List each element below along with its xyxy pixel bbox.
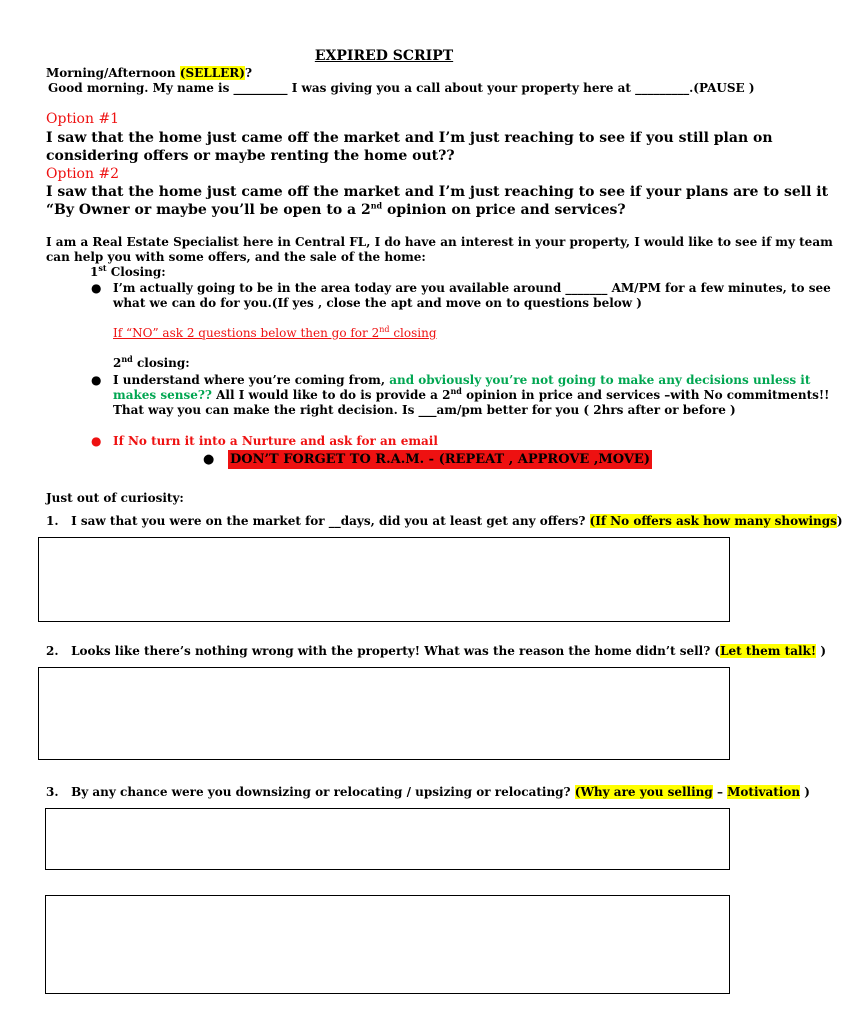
no-note-text: If “NO” ask 2 questions below then go for 2 [113, 326, 380, 340]
option-1-line-1: I saw that the home just came off the market and I’m just reaching to see if you still plan on [46, 130, 773, 146]
question-3 [46, 785, 810, 799]
greeting-line-2: Good morning. My name is _________ I was giving you a call about your property here at _________.(PAUSE ) [48, 81, 755, 95]
bullet-icon: ● [91, 434, 102, 448]
closing-1-heading [90, 265, 166, 279]
question-2 [46, 644, 826, 658]
question-1-highlight: (If No offers ask how many showings [589, 514, 837, 528]
question-3-highlight-2: Motivation [727, 785, 801, 799]
closing-1-line-1: I’m actually going to be in the area today are you available around _______ AM/PM for a few minutes, to see [113, 281, 831, 295]
closing-1-label: Closing: [106, 265, 166, 279]
question-2-text: Looks like there’s nothing wrong with the property! What was the reason the home didn’t sell? ( [71, 644, 721, 658]
question-3-mid: – [712, 785, 728, 799]
question-1-num: 1. [46, 514, 59, 528]
greeting-line-1 [46, 66, 252, 80]
closing-2-line-2-sup: nd [450, 386, 462, 396]
option-2-label: Option #2 [46, 166, 120, 182]
intro-line-2: can help you with some offers, and the sale of the home: [46, 250, 426, 264]
question-3-text: By any chance were you downsizing or relocating / upsizing or relocating? [71, 785, 575, 799]
no-note-suffix: closing [389, 326, 437, 340]
closing-2-line-1 [113, 373, 810, 387]
bullet-icon: ● [91, 373, 102, 387]
nurture-note: If No turn it into a Nurture and ask for an email [113, 434, 438, 448]
option-2-line-2-suffix: opinion on price and services? [382, 202, 626, 218]
closing-2-line-2-green: makes sense?? [113, 388, 212, 402]
ram-reminder: DON’T FORGET TO R.A.M. - (REPEAT , APPROVE ,MOVE) [230, 452, 650, 467]
no-note-sup: nd [379, 325, 390, 334]
closing-2-line-1-text: I understand where you’re coming from, [113, 373, 390, 387]
closing-1-num: 1 [90, 265, 99, 279]
closing-2-line-2-text: All I would like to do is provide a 2 [211, 388, 451, 402]
closing-1-no-note [113, 326, 437, 340]
answer-box-4[interactable] [45, 895, 730, 994]
closing-2-line-3: That way you can make the right decision. Is ___am/pm better for you ( 2hrs after or before ) [113, 403, 736, 417]
greeting-suffix: ? [244, 66, 252, 80]
option-2-line-1: I saw that the home just came off the market and I’m just reaching to see if your plans are to sell it [46, 184, 829, 200]
closing-1-sup: st [98, 263, 107, 273]
closing-2-line-2-tail: opinion in price and services –with No commitments!! [461, 388, 830, 402]
question-1 [46, 514, 843, 528]
curiosity-heading: Just out of curiosity: [46, 491, 184, 505]
option-2-line-2-text: “By Owner or maybe you’ll be open to a 2 [46, 202, 371, 218]
question-1-tail: ) [836, 514, 843, 528]
bullet-icon: ● [203, 452, 215, 467]
question-3-num: 3. [46, 785, 59, 799]
page-title: EXPIRED SCRIPT [314, 48, 454, 64]
question-3-highlight-1: (Why are you selling [574, 785, 713, 799]
question-3-tail: ) [800, 785, 810, 799]
option-1-label: Option #1 [46, 111, 120, 127]
closing-2-line-1-green: and obviously you’re not going to make any decisions unless it [389, 373, 811, 387]
question-2-num: 2. [46, 644, 59, 658]
closing-2-line-2 [113, 388, 829, 402]
question-2-highlight: Let them talk! [720, 644, 817, 658]
answer-box-2[interactable] [38, 667, 730, 760]
option-2-line-2 [46, 202, 626, 218]
closing-2-num: 2 [113, 356, 122, 370]
option-2-sup: nd [370, 200, 383, 211]
greeting-prefix: Morning/Afternoon [46, 66, 180, 80]
closing-2-label: closing: [132, 356, 190, 370]
seller-highlight: (SELLER) [179, 66, 245, 80]
answer-box-1[interactable] [38, 537, 730, 622]
bullet-icon: ● [91, 281, 102, 295]
option-1-line-2: considering offers or maybe renting the home out?? [46, 148, 455, 164]
closing-2-heading [113, 356, 190, 370]
intro-line-1: I am a Real Estate Specialist here in Central FL, I do have an interest in your property, I would like to see if my team [46, 235, 833, 249]
question-2-tail: ) [816, 644, 826, 658]
question-1-text: I saw that you were on the market for __days, did you at least get any offers? [71, 514, 590, 528]
closing-1-line-2: what we can do for you.(If yes , close the apt and move on to questions below ) [113, 296, 642, 310]
answer-box-3[interactable] [45, 808, 730, 870]
closing-2-sup: nd [121, 354, 133, 364]
